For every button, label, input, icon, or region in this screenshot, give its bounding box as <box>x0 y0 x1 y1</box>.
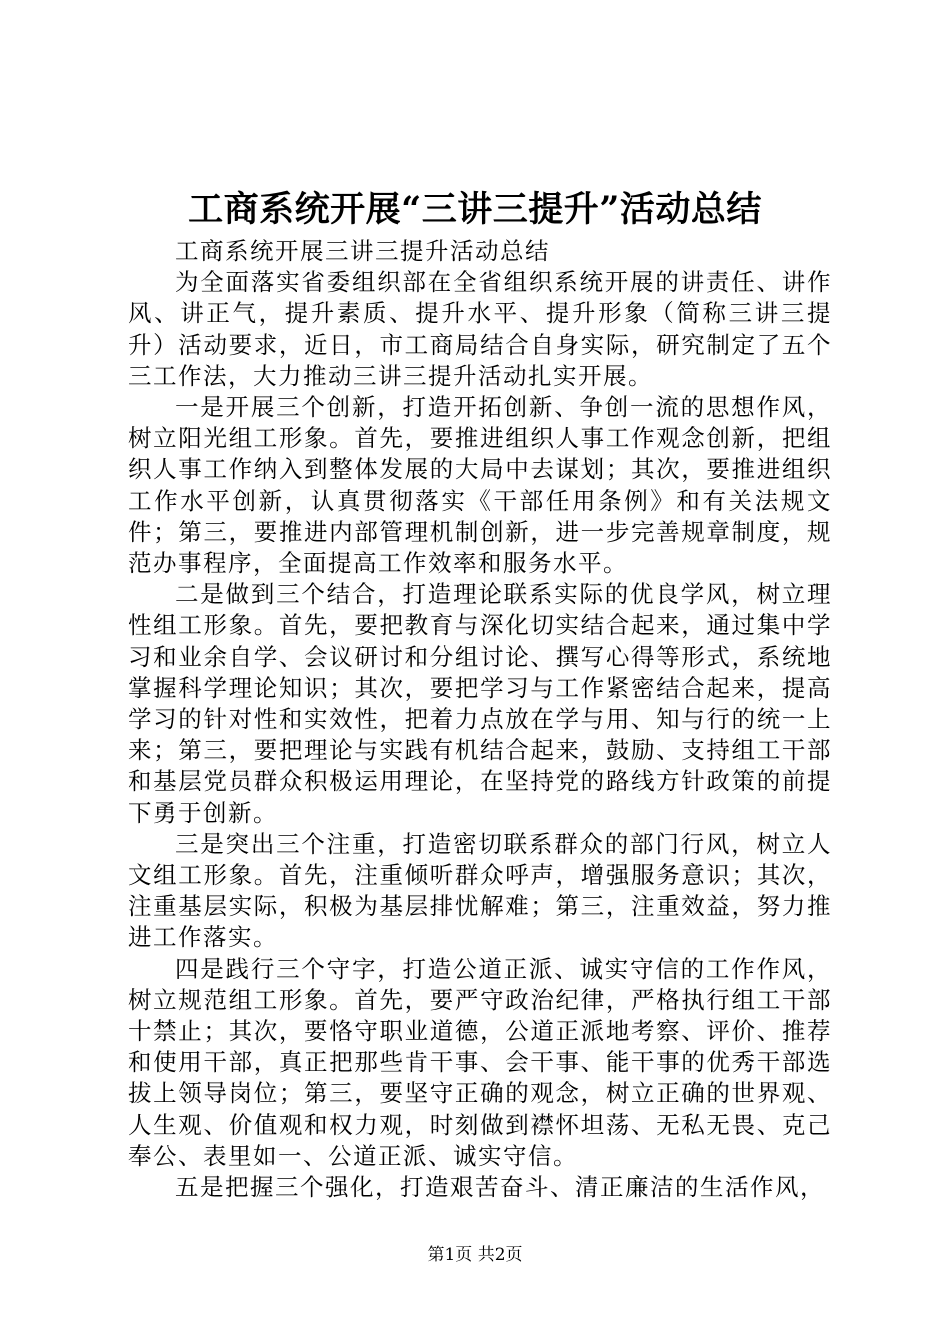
document-title: 工商系统开展“三讲三提升”活动总结 <box>188 189 762 230</box>
page-footer: 第1页 共2页 <box>427 1245 523 1265</box>
paragraph-three: 三是突出三个注重，打造密切联系群众的部门行风，树立人文组工形象。首先，注重倾听群众呼声，增强服务意识；其次，注重基层实际，积极为基层排忧解难；第三，注重效益，努力推进工作落实。 <box>128 829 832 952</box>
paragraph-intro: 为全面落实省委组织部在全省组织系统开展的讲责任、讲作风、讲正气，提升素质、提升水平、提升形象（简称三讲三提升）活动要求，近日，市工商局结合自身实际，研究制定了五个三工作法，大力推动三讲三提升活动扎实开展。 <box>128 268 832 390</box>
paragraph-four: 四是践行三个守字，打造公道正派、诚实守信的工作作风，树立规范组工形象。首先，要严守政治纪律，严格执行组工干部十禁止；其次，要恪守职业道德，公道正派地考察、评价、推荐和使用干部，真正把那些肯干事、会干事、能干事的优秀干部选拔上领导岗位；第三，要坚守正确的观念，树立正确的世界观、人生观、价值观和权力观，时刻做到襟怀坦荡、无私无畏、克己奉公、表里如一、公道正派、诚实守信。 <box>128 954 832 1170</box>
paragraph-one: 一是开展三个创新，打造开拓创新、争创一流的思想作风，树立阳光组工形象。首先，要推进组织人事工作观念创新，把组织人事工作纳入到整体发展的大局中去谋划；其次，要推进组织工作水平创新，认真贯彻落实《干部任用条例》和有关法规文件；第三，要推进内部管理机制创新，进一步完善规章制度，规范办事程序，全面提高工作效率和服务水平。 <box>128 393 832 578</box>
paragraph-five: 五是把握三个强化，打造艰苦奋斗、清正廉洁的生活作风， <box>175 1173 825 1202</box>
paragraph-subtitle: 工商系统开展三讲三提升活动总结 <box>175 237 550 265</box>
paragraph-two: 二是做到三个结合，打造理论联系实际的优良学风，树立理性组工形象。首先，要把教育与深化切实结合起来，通过集中学习和业余自学、会议研讨和分组讨论、撰写心得等形式，系统地掌握科学理论知识；其次，要把学习与工作紧密结合起来，提高学习的针对性和实效性，把着力点放在学与用、知与行的统一上来；第三，要把理论与实践有机结合起来，鼓励、支持组工干部和基层党员群众积极运用理论，在坚持党的路线方针政策的前提下勇于创新。 <box>128 580 832 827</box>
document-body <box>128 236 832 1203</box>
